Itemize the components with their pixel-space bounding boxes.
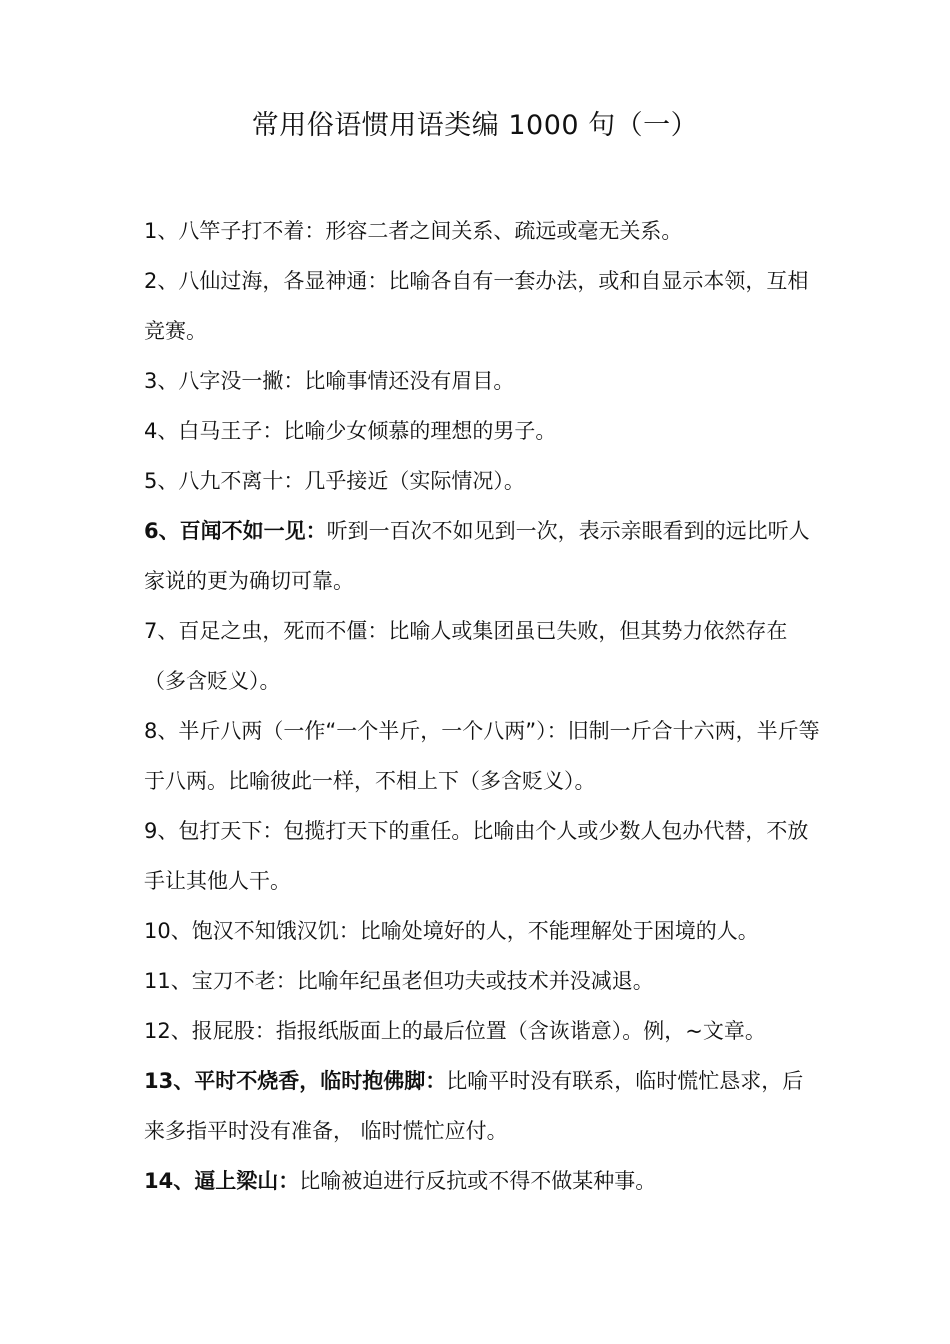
entry-term: 2、八仙过海，各显神通： bbox=[144, 269, 389, 293]
entry-term: 14、逼上梁山： bbox=[144, 1169, 300, 1193]
document-title: 常用俗语惯用语类编 1000 句（一） bbox=[251, 110, 699, 141]
entry-term: 10、饱汉不知饿汉饥： bbox=[144, 919, 360, 943]
entry-definition: 比喻事情还没有眉目。 bbox=[304, 369, 515, 393]
entry-definition: 比喻少女倾慕的理想的男子。 bbox=[283, 419, 557, 443]
entry-term: 4、白马王子： bbox=[144, 419, 284, 443]
entry-definition: 形容二者之间关系、疏远或毫无关系。 bbox=[325, 219, 683, 243]
list-item bbox=[144, 906, 820, 956]
entry-term: 11、宝刀不老： bbox=[144, 969, 297, 993]
list-item bbox=[144, 606, 820, 706]
entry-term: 3、八字没一撇： bbox=[144, 369, 305, 393]
entry-term: 13、平时不烧香，临时抱佛脚： bbox=[144, 1069, 447, 1093]
entry-definition: 比喻处境好的人，不能理解处于困境的人。 bbox=[359, 919, 759, 943]
list-item bbox=[144, 456, 820, 506]
entry-term: 8、半斤八两（一作“一个半斤，一个八两”）： bbox=[144, 719, 568, 743]
entry-definition: 听到一百次不如见到一次，表示亲眼看到的远比听人家说的更为确切可靠。 bbox=[144, 519, 810, 593]
list-item bbox=[144, 206, 820, 256]
entry-definition: 几乎接近（实际情况）。 bbox=[304, 469, 525, 493]
entry-definition: 包揽打天下的重任。比喻由个人或少数人包办代替，不放手让其他人干。 bbox=[144, 819, 809, 893]
entry-definition: 比喻各自有一套办法，或和自显示本领，互相竞赛。 bbox=[144, 269, 809, 343]
list-item bbox=[144, 956, 820, 1006]
list-item bbox=[144, 1156, 820, 1206]
entry-definition: 旧制一斤合十六两，半斤等于八两。比喻彼此一样，不相上下（多含贬义）。 bbox=[144, 719, 820, 793]
entry-term: 5、八九不离十： bbox=[144, 469, 305, 493]
entry-definition: 比喻人或集团虽已失败，但其势力依然存在（多含贬义）。 bbox=[144, 619, 788, 693]
list-item bbox=[144, 806, 820, 906]
list-item bbox=[144, 1006, 820, 1056]
entry-term: 7、百足之虫，死而不僵： bbox=[144, 619, 389, 643]
list-item bbox=[144, 506, 820, 606]
entry-definition: 比喻被迫进行反抗或不得不做某种事。 bbox=[299, 1169, 657, 1193]
entry-term: 9、包打天下： bbox=[144, 819, 284, 843]
list-item bbox=[144, 406, 820, 456]
list-item bbox=[144, 256, 820, 356]
list-item bbox=[144, 356, 820, 406]
entry-term: 6、百闻不如一见： bbox=[144, 519, 327, 543]
entry-definition: 指报纸版面上的最后位置（含诙谐意）。例，~文章。 bbox=[275, 1019, 766, 1043]
entry-definition: 比喻年纪虽老但功夫或技术并没减退。 bbox=[296, 969, 654, 993]
entry-list bbox=[144, 206, 820, 1206]
list-item bbox=[144, 706, 820, 806]
entry-definition: 比喻平时没有联系，临时慌忙恳求，后来多指平时没有准备， 临时慌忙应付。 bbox=[144, 1069, 804, 1143]
entry-term: 1、八竿子打不着： bbox=[144, 219, 326, 243]
entry-term: 12、报屁股： bbox=[144, 1019, 276, 1043]
list-item bbox=[144, 1056, 820, 1156]
